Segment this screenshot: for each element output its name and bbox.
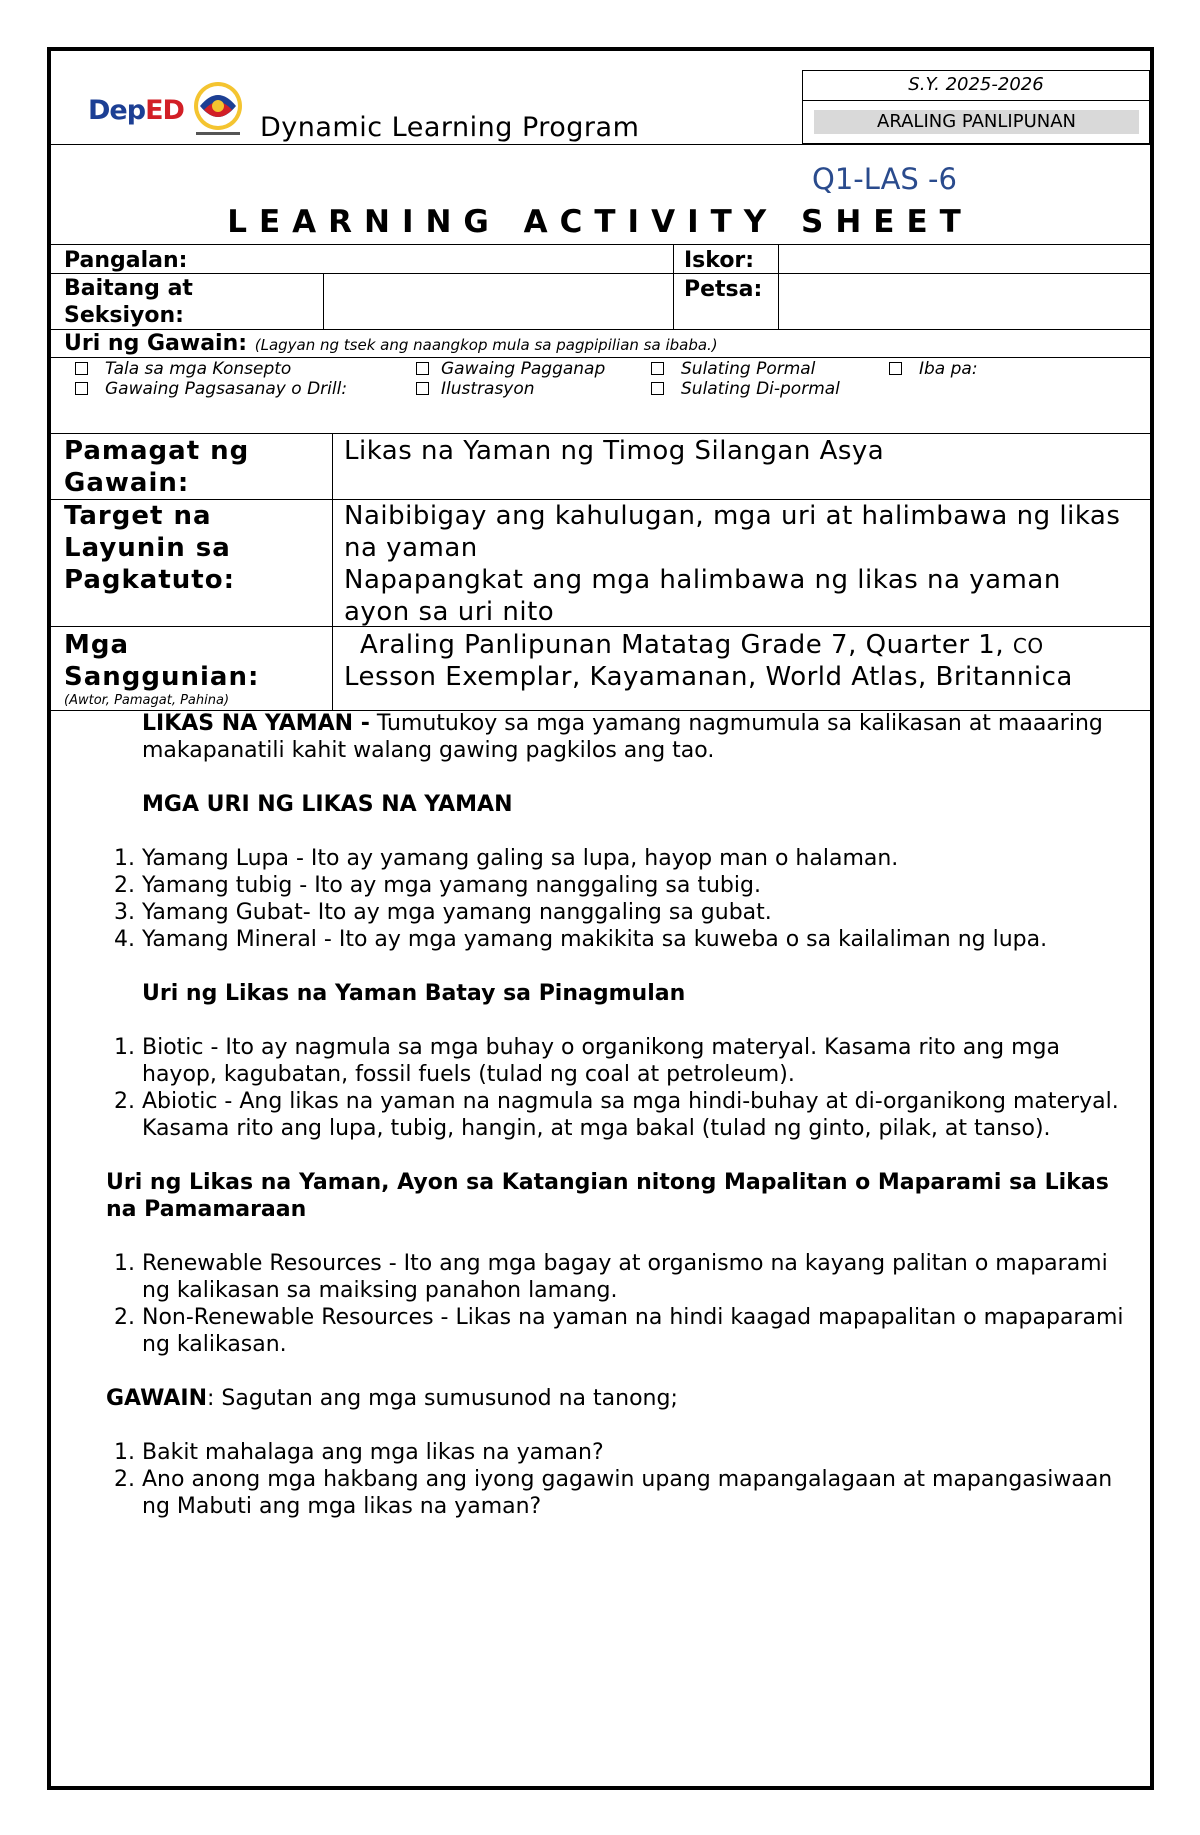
target-value-line2: na yaman xyxy=(344,533,478,563)
ref-note: (Awtor, Pamagat, Pahina) xyxy=(64,693,230,708)
ref-value-line1: Araling Panlipunan Matatag Grade 7, Quarter 1, CO xyxy=(360,630,1044,660)
title-value: Likas na Yaman ng Timog Silangan Asya xyxy=(344,436,885,466)
origin-list xyxy=(106,1034,1136,1142)
list-item: 1. Renewable Resources - Ito ang mga bagay at organismo na kayang palitan o maparami ng kalikasan sa maiksing panahon lamang. xyxy=(142,1250,1136,1304)
date-field[interactable] xyxy=(780,275,1148,328)
checkbox[interactable] xyxy=(416,362,429,375)
grade-label-line2: Seksiyon: xyxy=(64,303,184,328)
sheet-code: Q1-LAS -6 xyxy=(812,162,957,196)
definition: LIKAS NA YAMAN - Tumutukoy sa mga yamang nagmumula sa kalikasan at maaaring makapanatili kahit walang gawing pagkilos ang tao. xyxy=(142,711,1103,763)
questions-list xyxy=(106,1439,1136,1520)
option-iba-pa[interactable]: Iba pa: xyxy=(889,359,978,379)
list-item: 3. Yamang Gubat- Ito ay mga yamang nanggaling sa gubat. xyxy=(142,899,1136,926)
types-heading: MGA URI NG LIKAS NA YAMAN xyxy=(142,792,513,817)
program-name: Dynamic Learning Program xyxy=(260,112,640,143)
target-label-line3: Pagkatuto: xyxy=(64,565,235,595)
title-label-line1: Pamagat ng xyxy=(64,436,250,466)
checkbox[interactable] xyxy=(651,362,664,375)
list-item: 2. Abiotic - Ang likas na yaman na nagmula sa mga hindi-buhay at di-organikong materyal. Kasama rito ang lupa, tubig, hangin, at mga bakal (tulad ng ginto, pilak, at tanso). xyxy=(142,1088,1136,1142)
target-label-line2: Layunin sa xyxy=(64,533,231,563)
list-item: 1. Biotic - Ito ay nagmula sa mga buhay o organikong materyal. Kasama rito ang mga hayop, kagubatan, fossil fuels (tulad ng coal at petroleum). xyxy=(142,1034,1136,1088)
option-pagganap[interactable]: Gawaing Pagganap xyxy=(416,359,605,379)
activity-type-note: (Lagyan ng tsek ang naangkop mula sa pagpipilian sa ibaba.) xyxy=(254,336,718,354)
grade-section-field[interactable] xyxy=(325,275,671,328)
types-list xyxy=(106,845,1136,953)
date-label: Petsa: xyxy=(684,277,763,302)
target-value-line3: Napapangkat ang mga halimbawa ng likas na yaman xyxy=(344,565,1061,595)
target-label-line1: Target na xyxy=(64,501,212,531)
origin-heading: Uri ng Likas na Yaman Batay sa Pinagmulan xyxy=(142,981,686,1006)
renew-heading: Uri ng Likas na Yaman, Ayon sa Katangian nitong Mapalitan o Maparami sa Likas na Pamamaraan xyxy=(106,1170,1109,1222)
renew-list xyxy=(106,1250,1136,1358)
score-field[interactable] xyxy=(780,246,1148,272)
checkbox[interactable] xyxy=(416,382,429,395)
name-field[interactable] xyxy=(194,246,672,272)
checkbox[interactable] xyxy=(889,362,902,375)
school-year: S.Y. 2025-2026 xyxy=(908,74,1044,95)
grade-label-line1: Baitang at xyxy=(64,276,193,301)
list-item: 4. Yamang Mineral - Ito ay mga yamang makikita sa kuweba o sa kailaliman ng lupa. xyxy=(142,926,1136,953)
subject-label: ARALING PANLIPUNAN xyxy=(814,110,1139,134)
subject-box xyxy=(802,70,1150,144)
title-label-line2: Gawain: xyxy=(64,468,190,498)
ref-value-line2: Lesson Exemplar, Kayamanan, World Atlas, Britannica xyxy=(344,662,1073,692)
list-item: 2. Yamang tubig - Ito ay mga yamang nanggaling sa tubig. xyxy=(142,872,1136,899)
sheet-title: LEARNING ACTIVITY SHEET xyxy=(227,204,973,240)
list-item: 2. Ano anong mga hakbang ang iyong gagawin upang mapangalagaan at mapangasiwaan ng Mabuti ang mga likas na yaman? xyxy=(142,1466,1136,1520)
score-label: Iskor: xyxy=(684,248,755,273)
list-item: 2. Non-Renewable Resources - Likas na yaman na hindi kaagad mapapalitan o mapaparami ng kalikasan. xyxy=(142,1304,1136,1358)
bagong-pilipinas-seal-icon xyxy=(188,76,248,140)
lesson-content xyxy=(106,710,1136,1520)
ref-label-line1: Mga xyxy=(64,630,130,660)
task-instruction: GAWAIN: Sagutan ang mga sumusunod na tanong; xyxy=(106,1386,678,1411)
target-value-line4: ayon sa uri nito xyxy=(344,597,555,627)
activity-type-label: Uri ng Gawain: (Lagyan ng tsek ang naangkop mula sa pagpipilian sa ibaba.) xyxy=(64,331,718,356)
target-value-line1: Naibibigay ang kahulugan, mga uri at halimbawa ng likas xyxy=(344,501,1121,531)
list-item: 1. Bakit mahalaga ang mga likas na yaman? xyxy=(142,1439,1136,1466)
option-drill[interactable]: Gawaing Pagsasanay o Drill: xyxy=(75,379,347,399)
option-ilustrasyon[interactable]: Ilustrasyon xyxy=(416,379,535,399)
name-label: Pangalan: xyxy=(64,248,188,273)
deped-logo: DepED xyxy=(88,95,184,126)
option-tala[interactable]: Tala sa mga Konsepto xyxy=(75,359,291,379)
option-dipormal[interactable]: Sulating Di-pormal xyxy=(651,379,840,399)
list-item: 1. Yamang Lupa - Ito ay yamang galing sa lupa, hayop man o halaman. xyxy=(142,845,1136,872)
checkbox[interactable] xyxy=(75,382,88,395)
checkbox[interactable] xyxy=(651,382,664,395)
ref-label-line2: Sanggunian: xyxy=(64,662,260,692)
checkbox[interactable] xyxy=(75,362,88,375)
option-pormal[interactable]: Sulating Pormal xyxy=(651,359,815,379)
